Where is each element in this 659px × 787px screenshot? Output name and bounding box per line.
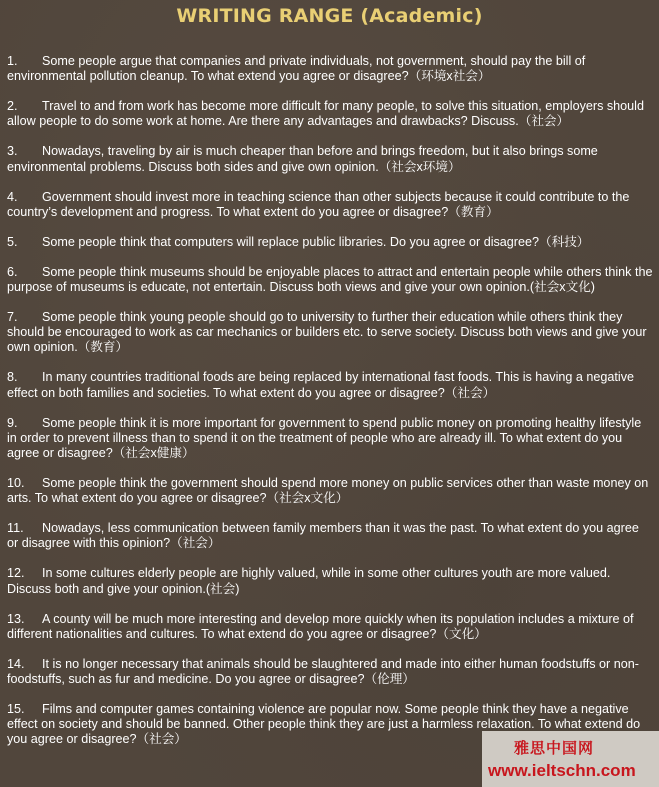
question-item [7,612,653,642]
question-text: Government should invest more in teaching science than other subjects because it could contribute to the country’s development and progress. To what extent do you agree or disagree?（教育） [7,189,630,219]
question-item [7,476,653,506]
question-text: Films and computer games containing violence are popular now. Some people think they have a negative effect on society and should be banned. Other people think they are just a harmless relaxation. To what extend do you agree or disagree?（社会） [7,702,641,747]
question-text: Some people think it is more important for government to spend public money on promoting healthy lifestyle in order to prevent illness than to spend it on the treatment of people who are already ill. To what extent do you agree or disagree?（社会x健康） [7,415,642,461]
question-text: Some people argue that companies and private individuals, not government, should pay the bill of environmental pollution cleanup. To what extend you agree or disagree?（环境x社会） [7,54,586,84]
question-number: 3. [7,144,18,159]
question-number: 6. [7,264,18,279]
page-title: WRITING RANGE (Academic) [176,5,483,27]
question-number: 14. [7,656,25,671]
question-number: 7. [7,310,18,325]
question-text: Travel to and from work has become more difficult for many people, to solve this situation, employers should allow people to do some work at home. Are there any advantages and drawbacks? Discuss.（社会） [7,99,644,129]
question-list [7,54,653,762]
question-item [7,370,653,400]
question-text: In many countries traditional foods are being replaced by international fast foods. This is having a negative effect on both families and societies. To what extent do you agree or disagree?（社会） [7,370,635,400]
question-item [7,310,653,356]
question-number: 8. [7,370,18,385]
question-text: It is no longer necessary that animals should be slaughtered and made into either human foodstuffs or non-foodstuffs, such as fur and medicine. Do you agree or disagree?（伦理） [7,656,639,687]
question-item [7,144,653,174]
watermark-url: www.ieltschn.com [488,761,636,780]
question-number: 1. [7,54,18,68]
question-item [7,235,653,250]
question-item [7,657,653,687]
question-number: 5. [7,234,18,249]
question-number: 13. [7,611,25,626]
question-text: Some people think that computers will replace public libraries. Do you agree or disagree?（科技） [42,234,590,249]
question-number: 11. [7,521,24,536]
question-item [7,521,653,551]
question-item [7,416,653,462]
question-number: 10. [7,476,25,491]
question-number: 9. [7,415,18,430]
question-item [7,566,653,596]
question-text: Some people think the government should spend more money on public services other than waste money on arts. To what extent do you agree or disagree?（社会x文化） [7,476,649,506]
question-text: Some people think museums should be enjoyable places to attract and entertain people while others think the purpose of museums is educate, not entertain. Discuss both views and give your own opinion.(社会x文化) [7,264,653,295]
question-number: 4. [7,189,18,204]
question-text: Some people think young people should go to university to further their education while others think they should be encouraged to work as car mechanics or builders etc. to serve society. Discuss both views and give your own opinion.（教育） [7,310,647,355]
site-watermark [482,731,659,787]
question-item [7,265,653,295]
question-item [7,54,653,84]
question-number: 15. [7,702,25,717]
question-text: In some cultures elderly people are highly valued, while in some other cultures youth are more valued. Discuss both and give your opinion.(社会) [7,566,611,596]
watermark-site-name: 雅思中国网 [514,739,595,757]
question-text: Nowadays, traveling by air is much cheaper than before and brings freedom, but it also brings some environmental problems. Discuss both sides and give own opinion.（社会x环境） [7,144,598,174]
question-number: 12. [7,566,25,581]
question-item [7,99,653,129]
question-item [7,190,653,220]
question-text: Nowadays, less communication between family members than it was the past. To what extent do you agree or disagree with this opinion?（社会） [7,521,639,551]
question-text: A county will be much more interesting and develop more quickly when its population includes a mixture of different nationalities and cultures. To what extend do you agree or disagree?（文化） [7,611,634,641]
question-number: 2. [7,99,18,114]
